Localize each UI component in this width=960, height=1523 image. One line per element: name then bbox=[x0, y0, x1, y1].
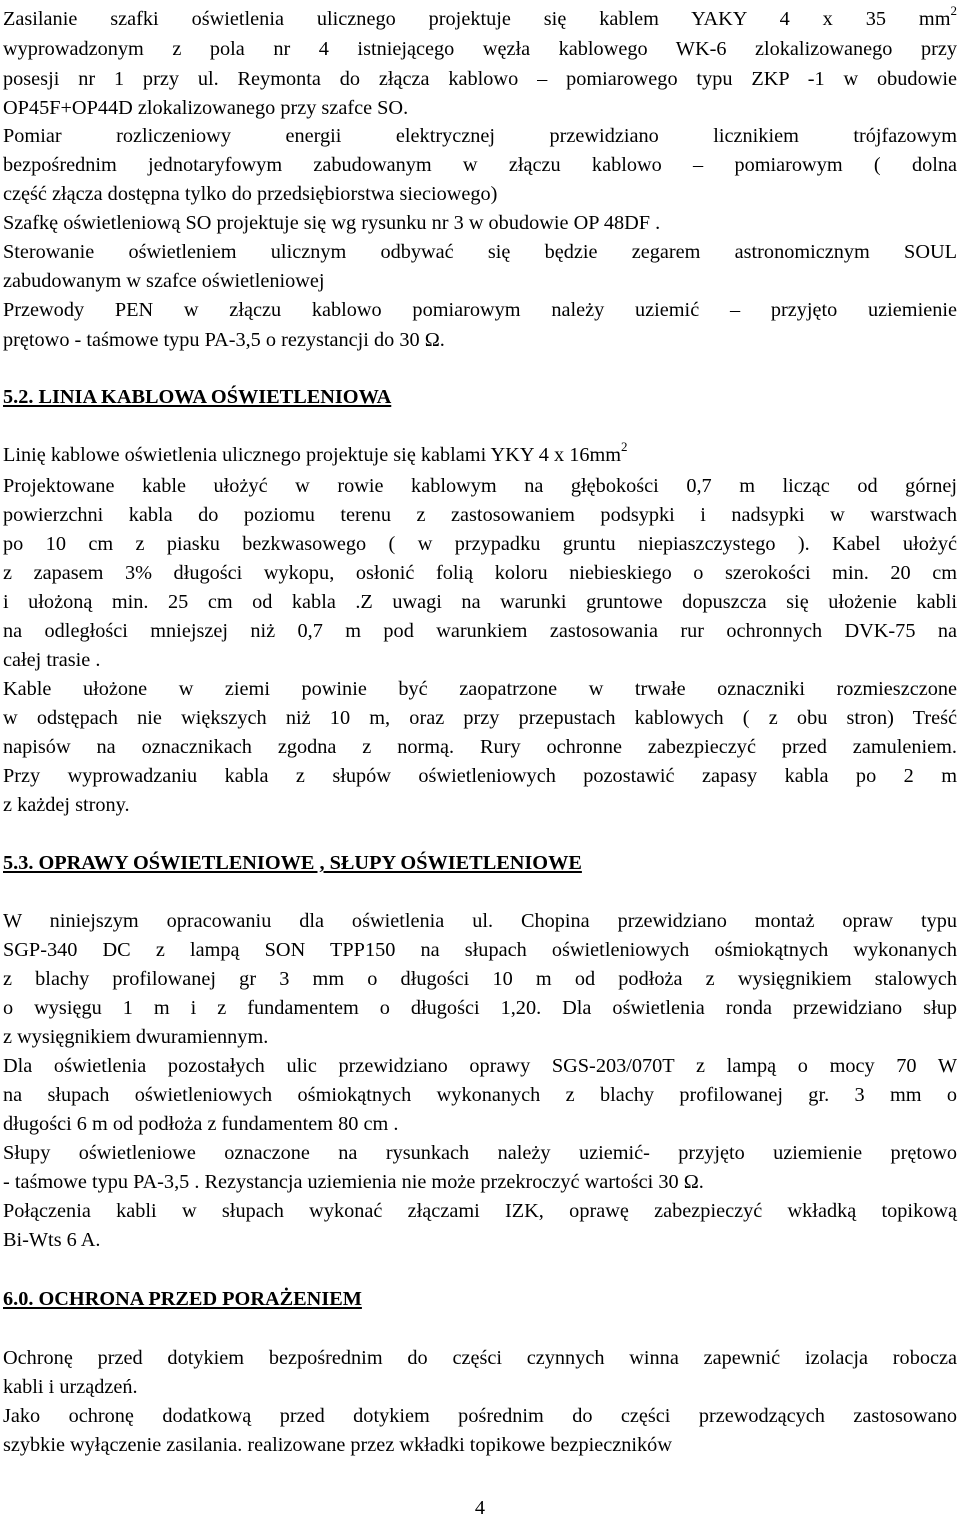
page-number: 4 bbox=[474, 1497, 486, 1519]
text-line: prętowo - taśmowe typu PA-3,5 o rezystancji do 30 Ω. bbox=[3, 329, 445, 351]
section-heading: 5.3. OPRAWY OŚWIETLENIOWE , SŁUPY OŚWIETLENIOWE bbox=[3, 852, 582, 874]
text-line: z blachy profilowanej gr 3 mm o długości 10 m od podłoża z wysięgnikiem stalowych bbox=[3, 968, 957, 990]
text-line: na odległości mniejszej niż 0,7 m pod warunkiem zastosowania rur ochronnych DVK-75 na bbox=[3, 620, 957, 642]
text-line: szybkie wyłączenie zasilania. realizowane przez wkładki topikowe bezpieczników bbox=[3, 1434, 672, 1456]
text-line: W niniejszym opracowaniu dla oświetlenia ul. Chopina przewidziano montaż opraw typu bbox=[3, 910, 957, 932]
text-line: całej trasie . bbox=[3, 649, 101, 671]
text-line: i ułożoną min. 25 cm od kabla .Z uwagi na warunki gruntowe dopuszcza się ułożenie kabli bbox=[3, 591, 957, 613]
superscript: 2 bbox=[621, 439, 628, 455]
text-line: Projektowane kable ułożyć w rowie kablowym na głębokości 0,7 m licząc od górnej bbox=[3, 475, 957, 497]
text-line: po 10 cm z piasku bezkwasowego ( w przypadku gruntu niepiaszczystego ). Kabel ułożyć bbox=[3, 533, 957, 555]
text-line: o wysięgu 1 m i z fundamentem o długości 1,20. Dla oświetlenia ronda przewidziano słup bbox=[3, 997, 957, 1019]
text-line: Bi-Wts 6 A. bbox=[3, 1229, 101, 1251]
superscript: 2 bbox=[950, 3, 957, 19]
text-line: Sterowanie oświetleniem ulicznym odbywać się będzie zegarem astronomicznym SOUL bbox=[3, 241, 957, 263]
text-line: Szafkę oświetleniową SO projektuje się wg rysunku nr 3 w obudowie OP 48DF . bbox=[3, 212, 661, 234]
text-line: OP45F+OP44D zlokalizowanego przy szafce SO. bbox=[3, 97, 409, 119]
text-line: napisów na oznacznikach zgodna z normą. Rury ochronne zabezpieczyć przed zamuleniem. bbox=[3, 736, 957, 758]
text-line: bezpośrednim jednotaryfowym zabudowanym w złączu kablowo – pomiarowym ( dolna bbox=[3, 154, 957, 176]
text-line: Połączenia kabli w słupach wykonać złączami IZK, oprawę zabezpieczyć wkładką topikową bbox=[3, 1200, 957, 1222]
text-line: SGP-340 DC z lampą SON TPP150 na słupach oświetleniowych ośmiokątnych wykonanych bbox=[3, 939, 957, 961]
text-line: z zapasem 3% długości wykopu, osłonić folią koloru niebieskiego o szerokości min. 20 cm bbox=[3, 562, 957, 584]
text-line: Kable ułożone w ziemi powinie być zaopatrzone w trwałe oznaczniki rozmieszczone bbox=[3, 678, 957, 700]
text-line: Przewody PEN w złączu kablowo pomiarowym należy uziemić – przyjęto uziemienie bbox=[3, 299, 957, 321]
text-line: z wysięgnikiem dwuramiennym. bbox=[3, 1026, 269, 1048]
text-line: z każdej strony. bbox=[3, 794, 130, 816]
text-line: Przy wyprowadzaniu kabla z słupów oświetleniowych pozostawić zapasy kabla po 2 m bbox=[3, 765, 957, 787]
text-line: Zasilanie szafki oświetlenia ulicznego projektuje się kablem YAKY 4 x 35 $mm^2$ bbox=[3, 3, 957, 30]
text-line: kabli i urządzeń. bbox=[3, 1376, 138, 1398]
text-line: Jako ochronę dodatkową przed dotykiem pośrednim do części przewodzących zastosowano bbox=[3, 1405, 957, 1427]
text-line: wyprowadzonym z pola nr 4 istniejącego węzła kablowego WK-6 zlokalizowanego przy bbox=[3, 38, 957, 60]
text-line: w odstępach nie większych niż 10 m, oraz przy przepustach kablowych ( z obu stron) Treść bbox=[3, 707, 957, 729]
text-line: powierzchni kabla do poziomu terenu z zastosowaniem podsypki i nadsypki w warstwach bbox=[3, 504, 957, 526]
text-line: na słupach oświetleniowych ośmiokątnych wykonanych z blachy profilowanej gr. 3 mm o bbox=[3, 1084, 957, 1106]
section-heading: 5.2. LINIA KABLOWA OŚWIETLENIOWA bbox=[3, 386, 392, 408]
text-line: Pomiar rozliczeniowy energii elektrycznej przewidziano licznikiem trójfazowym bbox=[3, 125, 957, 147]
text-line: Dla oświetlenia pozostałych ulic przewidziano oprawy SGS-203/070T z lampą o mocy 70 W bbox=[3, 1055, 957, 1077]
text-line: część złącza dostępna tylko do przedsiębiorstwa sieciowego) bbox=[3, 183, 498, 205]
section-heading: 6.0. OCHRONA PRZED PORAŻENIEM bbox=[3, 1288, 362, 1310]
text-line: - taśmowe typu PA-3,5 . Rezystancja uziemienia nie może przekroczyć wartości 30 Ω. bbox=[3, 1171, 704, 1193]
text-line: Słupy oświetleniowe oznaczone na rysunkach należy uziemić- przyjęto uziemienie prętowo bbox=[3, 1142, 957, 1164]
text-line: długości 6 m od podłoża z fundamentem 80 cm . bbox=[3, 1113, 399, 1135]
text-line: posesji nr 1 przy ul. Reymonta do złącza kablowo – pomiarowego typu ZKP -1 w obudowie bbox=[3, 68, 957, 90]
text-line: Ochronę przed dotykiem bezpośrednim do części czynnych winna zapewnić izolacja robocza bbox=[3, 1347, 957, 1369]
text-line: zabudowanym w szafce oświetleniowej bbox=[3, 270, 325, 292]
text-line: Linię kablowe oświetlenia ulicznego projektuje się kablami YKY 4 x $16mm^2$ bbox=[3, 439, 628, 466]
